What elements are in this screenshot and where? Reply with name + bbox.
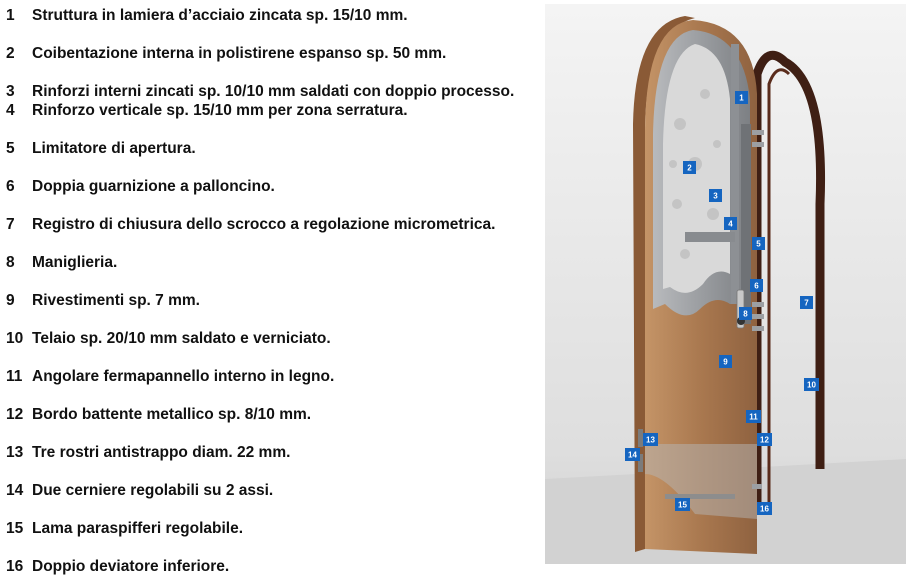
callout-13 xyxy=(643,433,658,446)
svg-text:12: 12 xyxy=(760,435,769,445)
legend-number: 16 xyxy=(6,558,24,575)
legend-text: Rinforzi interni zincati sp. 10/10 mm saldati con doppio processo. xyxy=(32,83,515,100)
svg-text:13: 13 xyxy=(646,435,655,445)
legend-text: Coibentazione interna in polistirene espanso sp. 50 mm. xyxy=(32,45,447,62)
legend-item-14 xyxy=(6,482,273,500)
legend-item-9 xyxy=(6,292,200,310)
svg-text:10: 10 xyxy=(807,380,816,390)
callout-3 xyxy=(709,189,722,202)
legend-text: Rivestimenti sp. 7 mm. xyxy=(32,292,200,309)
callout-4 xyxy=(724,217,737,230)
legend-item-4 xyxy=(6,102,408,120)
legend-text: Struttura in lamiera d’acciaio zincata sp. 15/10 mm. xyxy=(32,7,408,24)
legend-number: 6 xyxy=(6,178,15,195)
svg-text:15: 15 xyxy=(678,500,687,510)
legend-text: Due cerniere regolabili su 2 assi. xyxy=(32,482,274,499)
callout-9 xyxy=(719,355,732,368)
vertical-reinforcement xyxy=(731,44,739,304)
legend-number: 11 xyxy=(6,368,23,385)
legend-item-10 xyxy=(6,330,331,348)
legend-number: 15 xyxy=(6,520,24,537)
legend-text: Telaio sp. 20/10 mm saldato e verniciato. xyxy=(32,330,331,347)
callout-2 xyxy=(683,161,696,174)
svg-text:7: 7 xyxy=(804,298,809,308)
legend-item-11 xyxy=(6,368,334,386)
callout-5 xyxy=(752,237,765,250)
legend-number: 8 xyxy=(6,254,15,271)
legend-item-8 xyxy=(6,254,117,272)
legend-item-1 xyxy=(6,7,408,25)
legend-number: 4 xyxy=(6,102,15,119)
callout-14 xyxy=(625,448,640,461)
legend-text: Tre rostri antistrappo diam. 22 mm. xyxy=(32,444,291,461)
legend-number: 13 xyxy=(6,444,24,461)
legend-text: Maniglieria. xyxy=(32,254,118,271)
legend-item-5 xyxy=(6,140,196,158)
legend-number: 7 xyxy=(6,216,15,233)
svg-text:16: 16 xyxy=(760,504,769,514)
legend-number: 10 xyxy=(6,330,24,347)
legend-text: Doppio deviatore inferiore. xyxy=(32,558,230,575)
svg-text:5: 5 xyxy=(756,239,761,249)
svg-text:1: 1 xyxy=(739,93,744,103)
svg-text:4: 4 xyxy=(728,219,733,229)
svg-text:11: 11 xyxy=(749,412,758,422)
legend-item-16 xyxy=(6,558,229,576)
legend-text: Doppia guarnizione a palloncino. xyxy=(32,178,275,195)
callout-8 xyxy=(739,307,752,320)
callout-15 xyxy=(675,498,690,511)
door-cutaway-svg xyxy=(545,4,906,564)
lower-deviator xyxy=(752,484,762,489)
legend-item-3 xyxy=(6,83,514,101)
legend-item-12 xyxy=(6,406,311,424)
legend-item-13 xyxy=(6,444,290,462)
legend-text: Lama paraspifferi regolabile. xyxy=(32,520,244,537)
legend-item-7 xyxy=(6,216,495,234)
callout-12 xyxy=(757,433,772,446)
legend-text: Bordo battente metallico sp. 8/10 mm. xyxy=(32,406,312,423)
legend-number: 1 xyxy=(6,7,15,24)
legend-item-2 xyxy=(6,45,446,63)
callout-16 xyxy=(757,502,772,515)
legend-item-6 xyxy=(6,178,275,196)
callout-11 xyxy=(746,410,761,423)
legend-text: Registro di chiusura dello scrocco a regolazione micrometrica. xyxy=(32,216,496,233)
callout-1 xyxy=(735,91,748,104)
svg-text:2: 2 xyxy=(687,163,692,173)
legend-item-15 xyxy=(6,520,243,538)
svg-text:6: 6 xyxy=(754,281,759,291)
legend-number: 2 xyxy=(6,45,15,62)
callout-7 xyxy=(800,296,813,309)
svg-text:3: 3 xyxy=(713,191,718,201)
hinge-upper xyxy=(638,429,643,447)
svg-text:9: 9 xyxy=(723,357,728,367)
legend-number: 12 xyxy=(6,406,24,423)
svg-text:8: 8 xyxy=(743,309,748,319)
legend-text: Rinforzo verticale sp. 15/10 mm per zona serratura. xyxy=(32,102,408,119)
callout-6 xyxy=(750,279,763,292)
legend-number: 5 xyxy=(6,140,15,157)
horizontal-reinforcement xyxy=(685,232,735,242)
legend-text: Limitatore di apertura. xyxy=(32,140,196,157)
door-cutaway-illustration xyxy=(545,4,906,564)
legend-number: 14 xyxy=(6,482,24,499)
svg-text:14: 14 xyxy=(628,450,637,460)
callout-10 xyxy=(804,378,819,391)
legend-number: 3 xyxy=(6,83,15,100)
legend-text: Angolare fermapannello interno in legno. xyxy=(32,368,335,385)
legend-number: 9 xyxy=(6,292,15,309)
